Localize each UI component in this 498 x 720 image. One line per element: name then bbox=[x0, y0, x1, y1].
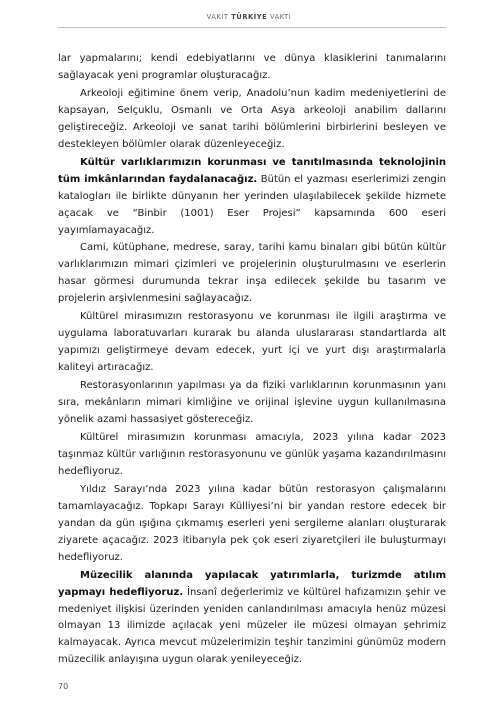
paragraph-7-text: Kültürel mirasımızın korunması amacıyla, 2023 yılına kadar 2023 taşınmaz kültür varlığının restorasyonunu ve günlük yaşama kazandırılmasını hedefliyoruz. bbox=[58, 431, 446, 477]
paragraph-5-text: Kültürel mirasımızın restorasyonu ve korunması ile ilgili araştırma ve uygulama laboratuvarları kurarak bu alanda uluslararası standartlarda alt yapımızı geliştirmeye devam edecek, yurt içi ve yurt dışı araştırmalarla kaliteyi artıracağız. bbox=[58, 311, 446, 374]
header-left: VAKİT bbox=[206, 13, 229, 21]
body-text bbox=[58, 51, 446, 670]
paragraph-2-text: Arkeoloji eğitimine önem verip, Anadolu’nun kadim medeniyetlerini de kapsayan, Selçuklu, Osmanlı ve Orta Asya arkeoloji anabilim dallarını geliştireceğiz. Arkeoloji ve sanat tarihi bölümlerini birbirlerini besleyen ve destekleyen bölümler olarak düzenleyeceğiz. bbox=[58, 87, 446, 150]
paragraph-7 bbox=[58, 430, 446, 481]
paragraph-2 bbox=[58, 86, 446, 154]
paragraph-9-bold: Müzecilik alanında yapılacak yatırımlarla, turizmde atılım yapmayı hedefliyoruz. bbox=[58, 569, 446, 598]
header-rule bbox=[58, 27, 446, 28]
paragraph-1-text: lar yapmalarını; kendi edebiyatlarını ve dünya klasiklerini tanımalarını sağlayacak yeni programlar oluşturacağız. bbox=[58, 53, 446, 81]
page-number: 70 bbox=[58, 682, 69, 691]
paragraph-3-bold: Kültür varlıklarımızın korunması ve tanıtılmasında teknolojinin tüm imkânlarından faydalanacağız. bbox=[58, 156, 446, 185]
paragraph-6 bbox=[58, 378, 446, 429]
paragraph-3 bbox=[58, 155, 446, 240]
paragraph-3-text: Bütün el yazması eserlerimizi zengin katalogları ile birlikte dünyanın her yerinden ulaşılabilecek şekilde hizmete açacak ve “Binbir (1001) Eser Projesi” kapsamında 600 eseri yayımlamayacağız. bbox=[58, 173, 447, 236]
paragraph-5 bbox=[58, 309, 446, 377]
paragraph-9 bbox=[58, 568, 446, 670]
header-center: TÜRKİYE bbox=[231, 13, 268, 21]
header-right: VAKTİ bbox=[269, 13, 292, 21]
running-header bbox=[0, 13, 498, 21]
paragraph-4-text: Cami, kütüphane, medrese, saray, tarihi kamu binaları gibi bütün kültür varlıklarımızın mimari çizimleri ve projelerinin oluşturulmasını ve eserlerin hasar görmesi durumunda tekrar inşa edilecek şekilde bu tasarım ve projelerin arşivlenmesini sağlayacağız. bbox=[58, 242, 446, 305]
paragraph-4 bbox=[58, 240, 446, 308]
paragraph-8-text: Yıldız Sarayı’nda 2023 yılına kadar bütün restorasyon çalışmalarını tamamlayacağız. Topkapı Sarayı Külliyesi’ni bir yandan restore edecek bir yandan da gün ışığına çıkmamış eserleri yeni sergileme alanları oluşturarak ziyarete açacağız. 2023 itibarıyla pek çok eseri ziyaretçileri ile buluşturmayı hedefliyoruz. bbox=[58, 483, 446, 563]
paragraph-1 bbox=[58, 51, 446, 85]
paragraph-6-text: Restorasyonlarının yapılması ya da fiziki varlıklarının korunmasının yanı sıra, mekânların mimari kimliğine ve orijinal işlevine uygun kullanılmasına yönelik azami hassasiyet göstereceğiz. bbox=[58, 380, 446, 426]
paragraph-9-text: İnsanî değerlerimiz ve kültürel hafızamızın şehir ve medeniyet ilişkisi üzerinden yeniden canlandırılması amacıyla henüz müzesi olmayan 13 ilimizde açılacak yeni müzeler ile müzesi olmayan şehrimiz kalmayacak. Ayrıca mevcut müzelerimizin teşhir tanzimini günümüz modern müzecilik anlayışına uygun olarak yenileyeceğiz. bbox=[58, 586, 447, 666]
paragraph-8 bbox=[58, 482, 446, 567]
